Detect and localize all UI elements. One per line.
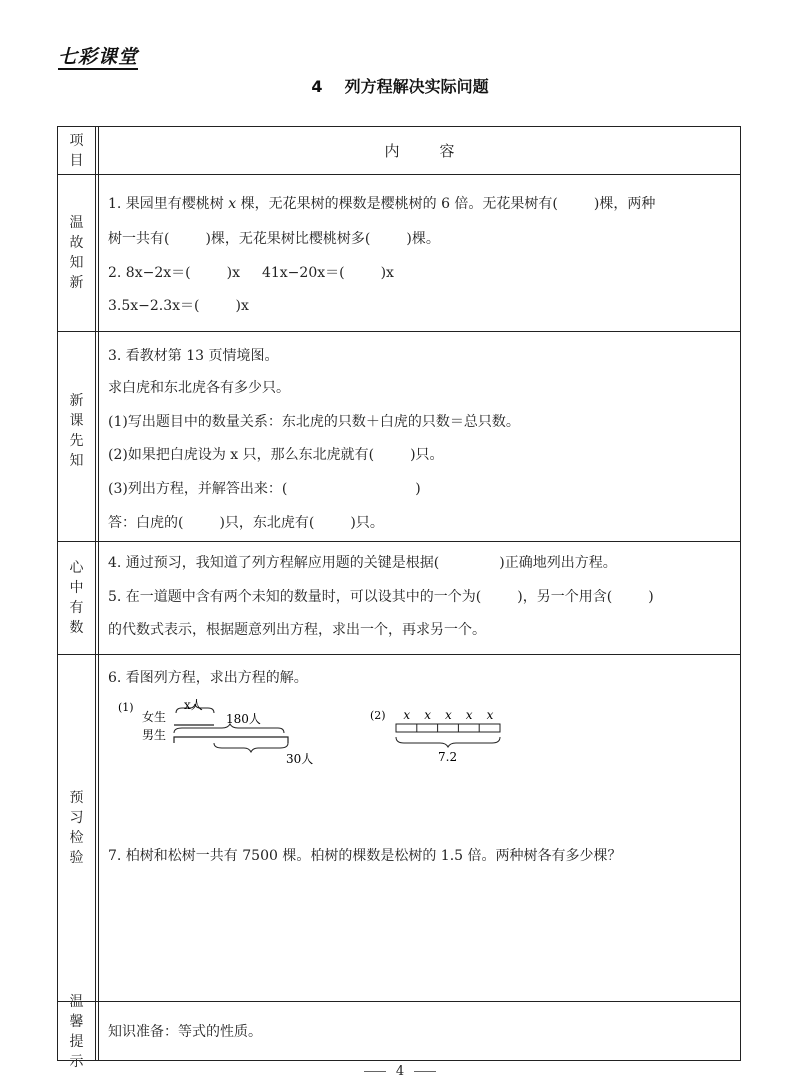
question-2-line-1: 2. 8x−2x＝( )x 41x−20x＝( )x <box>108 265 394 281</box>
col-header-item: 项 目 <box>69 132 84 169</box>
figure-2-brace-total <box>396 737 500 747</box>
figure-1-label-total: 180人 <box>226 712 261 726</box>
figure-2-segment-label: x <box>465 708 473 722</box>
section-label-review: 温 故 知 新 <box>69 215 84 291</box>
figure-2-segment-label: x <box>424 708 431 722</box>
figure-2-label-total: 7.2 <box>438 750 458 764</box>
question-2-line-2: 3.5x−2.3x＝( )x <box>108 298 249 314</box>
section-label-new-lesson: 新 课 先 知 <box>69 393 84 469</box>
figure-2-tag: (2) <box>370 709 386 722</box>
column-divider-inner <box>98 127 99 1060</box>
lesson-title-text: 列方程解决实际问题 <box>344 77 489 96</box>
question-3-answer: 答：白虎的( )只，东北虎有( )只。 <box>108 515 384 531</box>
figure-1-row-boys: 男生 <box>142 728 167 742</box>
question-3-intro: 3. 看教材第 13 页情境图。 <box>108 348 279 364</box>
figure-1-boys-bar <box>174 737 288 743</box>
figure-1-label-diff: 30人 <box>286 752 314 765</box>
page-number: 4 <box>0 1064 800 1079</box>
figure-2-segment-diagram <box>370 707 550 769</box>
figure-2-segment-label: x <box>486 708 494 722</box>
figure-1-row-girls: 女生 <box>142 710 167 724</box>
question-3-step-3: (3)列出方程，并解答出来：( ) <box>108 481 421 497</box>
column-divider <box>95 127 96 1060</box>
question-5-line-1: 5. 在一道题中含有两个未知的数量时，可以设其中的一个为( )，另一个用含( ) <box>108 589 654 605</box>
question-1-line-2: 树一共有( )棵，无花果树比樱桃树多( )棵。 <box>108 231 440 247</box>
lesson-number: 4 <box>311 77 323 96</box>
brand-logo: 七彩课堂 <box>58 46 139 68</box>
section-label-check: 预 习 检 验 <box>69 790 84 866</box>
figure-1-label-x: x人 <box>184 699 203 712</box>
tip-text: 知识准备：等式的性质。 <box>108 1024 262 1040</box>
col-header-content: 内容 <box>384 142 495 160</box>
question-3-ask: 求白虎和东北虎各有多少只。 <box>108 380 290 396</box>
figure-2-segment-label: x <box>445 708 452 722</box>
question-7: 7. 柏树和松树一共有 7500 棵。柏树的棵数是松树的 1.5 倍。两种树各有多少棵？ <box>108 848 622 864</box>
logo-underline <box>58 68 138 70</box>
figure-2-segment-label: x <box>403 708 411 722</box>
worksheet-table <box>57 126 741 1070</box>
figure-1-segment-diagram <box>118 699 318 765</box>
question-6: 6. 看图列方程，求出方程的解。 <box>108 670 308 686</box>
question-3-step-1: (1)写出题目中的数量关系：东北虎的只数＋白虎的只数＝总只数。 <box>108 414 520 430</box>
question-1-line-1: 1. 果园里有樱桃树 x 棵，无花果树的棵数是樱桃树的 6 倍。无花果树有( )棵，两种 <box>108 196 656 212</box>
section-label-tip: 温 馨 提 示 <box>69 994 84 1070</box>
lesson-title <box>0 74 800 97</box>
figure-1-tag: (1) <box>118 701 134 714</box>
figure-2-bar <box>396 724 500 732</box>
question-5-line-2: 的代数式表示，根据题意列出方程，求出一个，再求另一个。 <box>108 622 486 638</box>
question-3-step-2: (2)如果把白虎设为 x 只，那么东北虎就有( )只。 <box>108 447 444 463</box>
question-4: 4. 通过预习，我知道了列方程解应用题的关键是根据( )正确地列出方程。 <box>108 555 617 571</box>
section-label-mind: 心 中 有 数 <box>69 560 84 636</box>
figure-1-brace-diff <box>214 743 288 752</box>
